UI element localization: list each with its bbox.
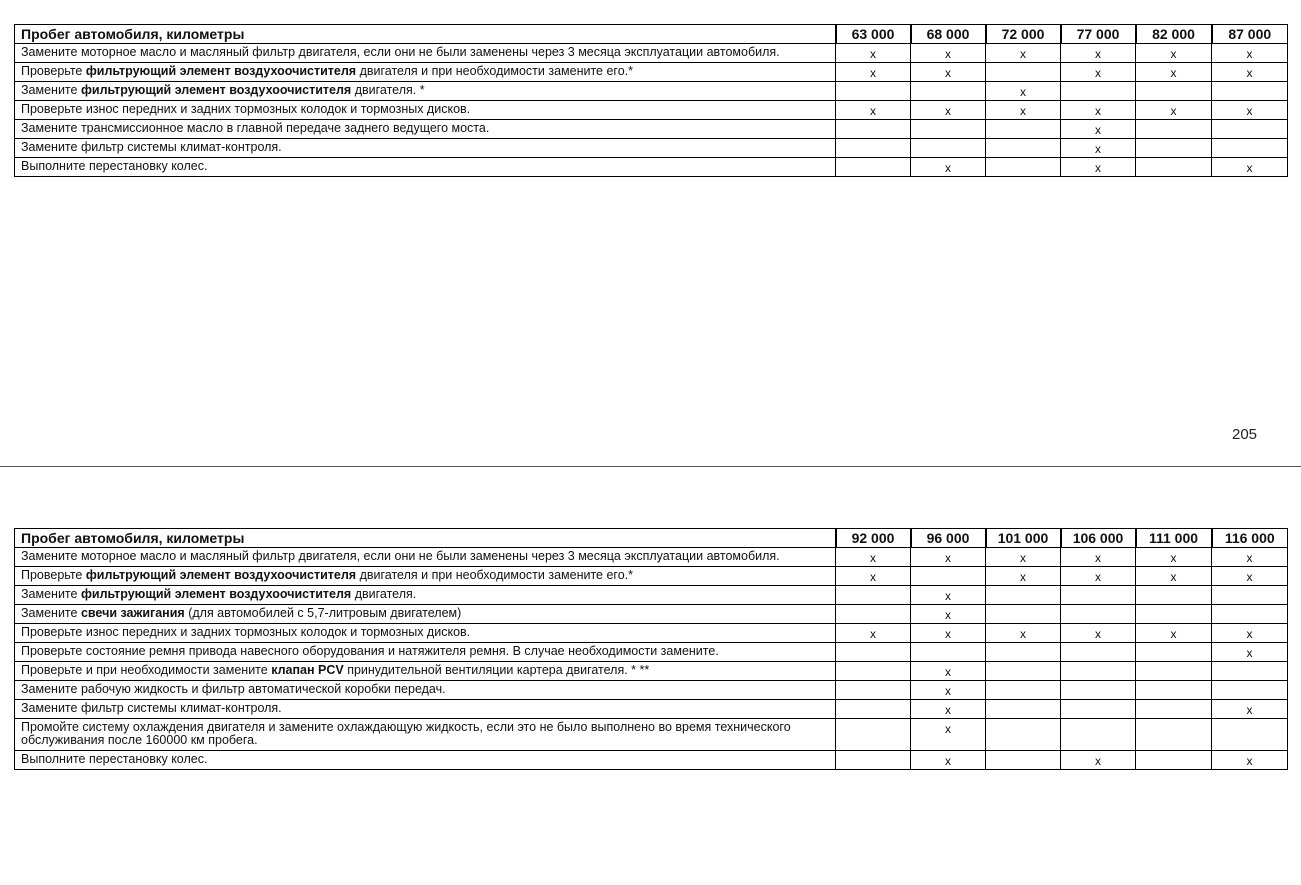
page-separator bbox=[0, 466, 1301, 467]
service-mark-cell: x bbox=[986, 624, 1061, 643]
mileage-column-header: 92 000 bbox=[836, 529, 911, 548]
table-row bbox=[15, 139, 1288, 158]
table-row bbox=[15, 101, 1288, 120]
table-row bbox=[15, 44, 1288, 63]
table-row bbox=[15, 700, 1288, 719]
table-body bbox=[15, 548, 1288, 770]
mileage-header-label: Пробег автомобиля, километры bbox=[15, 25, 836, 44]
service-mark-cell bbox=[986, 700, 1061, 719]
service-mark-cell: x bbox=[1212, 101, 1288, 120]
service-mark-cell: x bbox=[836, 63, 911, 82]
maintenance-task: Проверьте состояние ремня привода навесного оборудования и натяжителя ремня. В случае необходимости замените. bbox=[15, 643, 836, 662]
service-mark-cell bbox=[1061, 82, 1136, 101]
service-mark-cell bbox=[986, 719, 1061, 751]
mileage-column-header: 63 000 bbox=[836, 25, 911, 44]
service-mark-cell: x bbox=[836, 624, 911, 643]
service-mark-cell bbox=[836, 700, 911, 719]
service-mark-cell: x bbox=[911, 63, 986, 82]
service-mark-cell bbox=[836, 139, 911, 158]
service-mark-cell: x bbox=[836, 44, 911, 63]
table-row bbox=[15, 82, 1288, 101]
service-mark-cell: x bbox=[836, 101, 911, 120]
table-row bbox=[15, 586, 1288, 605]
service-mark-cell bbox=[1061, 586, 1136, 605]
mileage-column-header: 116 000 bbox=[1212, 529, 1288, 548]
service-mark-cell bbox=[836, 719, 911, 751]
service-mark-cell: x bbox=[1061, 139, 1136, 158]
service-mark-cell: x bbox=[986, 548, 1061, 567]
mileage-column-header: 82 000 bbox=[1136, 25, 1212, 44]
mileage-column-header: 72 000 bbox=[986, 25, 1061, 44]
service-mark-cell: x bbox=[1212, 624, 1288, 643]
service-mark-cell bbox=[986, 120, 1061, 139]
service-mark-cell: x bbox=[1136, 548, 1212, 567]
service-mark-cell bbox=[986, 662, 1061, 681]
service-mark-cell: x bbox=[1212, 751, 1288, 770]
mileage-header-label: Пробег автомобиля, километры bbox=[15, 529, 836, 548]
service-mark-cell: x bbox=[1061, 120, 1136, 139]
service-mark-cell: x bbox=[911, 586, 986, 605]
maintenance-task: Замените трансмиссионное масло в главной передаче заднего ведущего моста. bbox=[15, 120, 836, 139]
service-mark-cell bbox=[1136, 139, 1212, 158]
table-body bbox=[15, 44, 1288, 177]
service-mark-cell bbox=[1136, 605, 1212, 624]
table-header-row bbox=[15, 25, 1288, 44]
service-mark-cell bbox=[1061, 719, 1136, 751]
service-mark-cell: x bbox=[986, 44, 1061, 63]
service-mark-cell bbox=[1061, 605, 1136, 624]
service-mark-cell: x bbox=[911, 700, 986, 719]
service-mark-cell: x bbox=[1212, 158, 1288, 177]
service-mark-cell bbox=[836, 662, 911, 681]
service-mark-cell bbox=[836, 681, 911, 700]
maintenance-table-1 bbox=[14, 24, 1288, 177]
service-mark-cell bbox=[986, 139, 1061, 158]
service-mark-cell: x bbox=[1212, 567, 1288, 586]
table-row bbox=[15, 681, 1288, 700]
service-mark-cell bbox=[1136, 643, 1212, 662]
service-mark-cell bbox=[1136, 120, 1212, 139]
service-mark-cell bbox=[986, 586, 1061, 605]
service-mark-cell bbox=[836, 751, 911, 770]
mileage-column-header: 111 000 bbox=[1136, 529, 1212, 548]
service-mark-cell bbox=[1136, 662, 1212, 681]
service-mark-cell: x bbox=[911, 44, 986, 63]
table-row bbox=[15, 624, 1288, 643]
service-mark-cell bbox=[836, 605, 911, 624]
service-mark-cell bbox=[836, 82, 911, 101]
service-mark-cell: x bbox=[911, 719, 986, 751]
service-mark-cell bbox=[1212, 139, 1288, 158]
emphasized-term: клапан PCV bbox=[271, 663, 344, 677]
service-mark-cell: x bbox=[911, 605, 986, 624]
service-mark-cell bbox=[911, 82, 986, 101]
table-row bbox=[15, 662, 1288, 681]
service-mark-cell: x bbox=[1136, 63, 1212, 82]
service-mark-cell: x bbox=[1136, 567, 1212, 586]
table-row bbox=[15, 751, 1288, 770]
page-number: 205 bbox=[1232, 426, 1258, 443]
service-mark-cell bbox=[836, 586, 911, 605]
service-mark-cell bbox=[1136, 719, 1212, 751]
service-mark-cell bbox=[1136, 82, 1212, 101]
maintenance-task: Замените фильтр системы климат-контроля. bbox=[15, 700, 836, 719]
service-mark-cell: x bbox=[1212, 643, 1288, 662]
maintenance-task: Промойте систему охлаждения двигателя и замените охлаждающую жидкость, если это не было выполнено во время технического обслуживания после 160000 км пробега. bbox=[15, 719, 836, 751]
service-mark-cell: x bbox=[1212, 44, 1288, 63]
table-row bbox=[15, 605, 1288, 624]
service-mark-cell: x bbox=[1136, 624, 1212, 643]
service-mark-cell: x bbox=[911, 101, 986, 120]
maintenance-task: Замените фильтрующий элемент воздухоочистителя двигателя. bbox=[15, 586, 836, 605]
service-mark-cell: x bbox=[1061, 624, 1136, 643]
service-mark-cell bbox=[1212, 681, 1288, 700]
table-header-row bbox=[15, 529, 1288, 548]
service-mark-cell: x bbox=[911, 548, 986, 567]
service-mark-cell bbox=[836, 643, 911, 662]
service-mark-cell bbox=[1136, 586, 1212, 605]
service-mark-cell: x bbox=[1061, 44, 1136, 63]
service-mark-cell bbox=[1061, 681, 1136, 700]
service-mark-cell bbox=[911, 139, 986, 158]
maintenance-task: Выполните перестановку колес. bbox=[15, 751, 836, 770]
service-mark-cell: x bbox=[1212, 548, 1288, 567]
service-mark-cell bbox=[911, 567, 986, 586]
service-mark-cell bbox=[986, 751, 1061, 770]
service-mark-cell: x bbox=[1061, 101, 1136, 120]
service-mark-cell: x bbox=[836, 567, 911, 586]
service-mark-cell bbox=[1136, 681, 1212, 700]
service-mark-cell: x bbox=[911, 158, 986, 177]
service-mark-cell bbox=[911, 120, 986, 139]
service-mark-cell bbox=[836, 158, 911, 177]
service-mark-cell bbox=[1212, 662, 1288, 681]
maintenance-task: Замените моторное масло и масляный фильтр двигателя, если они не были заменены через 3 месяца эксплуатации автомобиля. bbox=[15, 44, 836, 63]
maintenance-task: Замените рабочую жидкость и фильтр автоматической коробки передач. bbox=[15, 681, 836, 700]
service-mark-cell: x bbox=[911, 662, 986, 681]
table-row bbox=[15, 120, 1288, 139]
service-mark-cell bbox=[911, 643, 986, 662]
service-mark-cell: x bbox=[911, 681, 986, 700]
service-mark-cell bbox=[1212, 605, 1288, 624]
table-row bbox=[15, 567, 1288, 586]
service-mark-cell bbox=[1061, 643, 1136, 662]
service-mark-cell bbox=[836, 120, 911, 139]
mileage-column-header: 77 000 bbox=[1061, 25, 1136, 44]
service-mark-cell: x bbox=[1061, 751, 1136, 770]
service-mark-cell bbox=[986, 681, 1061, 700]
mileage-column-header: 87 000 bbox=[1212, 25, 1288, 44]
service-mark-cell bbox=[986, 158, 1061, 177]
service-mark-cell: x bbox=[986, 101, 1061, 120]
service-mark-cell: x bbox=[1061, 158, 1136, 177]
service-mark-cell: x bbox=[1136, 101, 1212, 120]
emphasized-term: фильтрующий элемент воздухоочистителя bbox=[85, 568, 357, 582]
maintenance-task: Проверьте износ передних и задних тормозных колодок и тормозных дисков. bbox=[15, 101, 836, 120]
maintenance-task: Проверьте износ передних и задних тормозных колодок и тормозных дисков. bbox=[15, 624, 836, 643]
service-mark-cell bbox=[1136, 700, 1212, 719]
service-mark-cell: x bbox=[1212, 63, 1288, 82]
service-mark-cell: x bbox=[1061, 63, 1136, 82]
emphasized-term: свечи зажигания bbox=[80, 606, 185, 620]
maintenance-task: Замените свечи зажигания (для автомобилей с 5,7-литровым двигателем) bbox=[15, 605, 836, 624]
service-mark-cell bbox=[1212, 82, 1288, 101]
maintenance-table-2 bbox=[14, 528, 1288, 770]
service-mark-cell bbox=[1136, 158, 1212, 177]
table-row bbox=[15, 158, 1288, 177]
emphasized-term: фильтрующий элемент воздухоочистителя bbox=[85, 64, 357, 78]
service-mark-cell bbox=[986, 63, 1061, 82]
maintenance-task: Замените моторное масло и масляный фильтр двигателя, если они не были заменены через 3 месяца эксплуатации автомобиля. bbox=[15, 548, 836, 567]
service-mark-cell bbox=[986, 643, 1061, 662]
maintenance-task: Проверьте и при необходимости замените клапан PCV принудительной вентиляции картера двигателя. * ** bbox=[15, 662, 836, 681]
table-row bbox=[15, 548, 1288, 567]
maintenance-task: Проверьте фильтрующий элемент воздухоочистителя двигателя и при необходимости замените его.* bbox=[15, 567, 836, 586]
service-mark-cell: x bbox=[1061, 548, 1136, 567]
table-row bbox=[15, 719, 1288, 751]
service-mark-cell bbox=[1212, 120, 1288, 139]
service-mark-cell bbox=[1136, 751, 1212, 770]
service-mark-cell: x bbox=[1136, 44, 1212, 63]
service-mark-cell bbox=[1061, 700, 1136, 719]
maintenance-task: Выполните перестановку колес. bbox=[15, 158, 836, 177]
service-mark-cell bbox=[1212, 586, 1288, 605]
table-row bbox=[15, 643, 1288, 662]
service-mark-cell bbox=[986, 605, 1061, 624]
service-mark-cell: x bbox=[836, 548, 911, 567]
service-mark-cell: x bbox=[1212, 700, 1288, 719]
mileage-column-header: 68 000 bbox=[911, 25, 986, 44]
mileage-column-header: 106 000 bbox=[1061, 529, 1136, 548]
emphasized-term: фильтрующий элемент воздухоочистителя bbox=[80, 83, 352, 97]
maintenance-task: Замените фильтрующий элемент воздухоочистителя двигателя. * bbox=[15, 82, 836, 101]
maintenance-task: Замените фильтр системы климат-контроля. bbox=[15, 139, 836, 158]
service-mark-cell: x bbox=[986, 567, 1061, 586]
service-mark-cell: x bbox=[911, 751, 986, 770]
service-mark-cell bbox=[1212, 719, 1288, 751]
service-mark-cell: x bbox=[1061, 567, 1136, 586]
mileage-column-header: 101 000 bbox=[986, 529, 1061, 548]
mileage-column-header: 96 000 bbox=[911, 529, 986, 548]
service-mark-cell bbox=[1061, 662, 1136, 681]
service-mark-cell: x bbox=[911, 624, 986, 643]
service-mark-cell: x bbox=[986, 82, 1061, 101]
table-row bbox=[15, 63, 1288, 82]
maintenance-task: Проверьте фильтрующий элемент воздухоочистителя двигателя и при необходимости замените его.* bbox=[15, 63, 836, 82]
emphasized-term: фильтрующий элемент воздухоочистителя bbox=[80, 587, 352, 601]
